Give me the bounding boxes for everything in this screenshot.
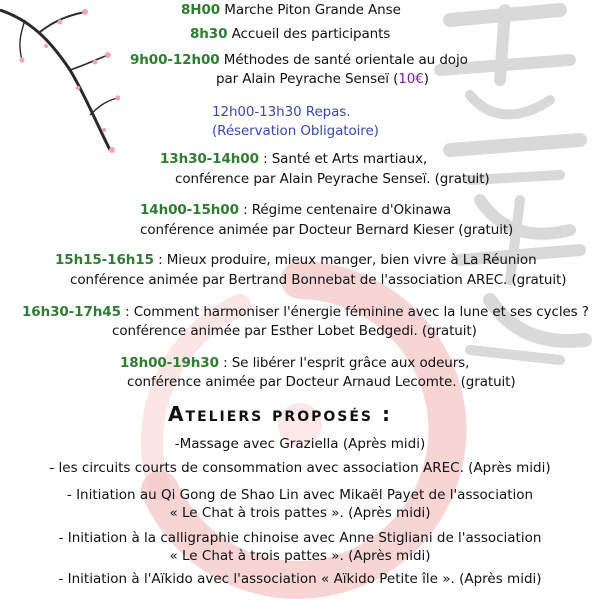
- workshop-item: - Initiation au Qi Gong de Shao Lin avec Mikaël Payet de l'association: [66, 487, 534, 503]
- program-item-welcome: [190, 26, 390, 42]
- program-text: Méthodes de santé orientale au dojo: [223, 52, 468, 68]
- program-text: : Comment harmoniser l'énergie féminine avec la lune et ses cycles ?: [125, 304, 589, 320]
- program-time: 8H00: [181, 2, 221, 18]
- program-time: 13h30-14h00: [160, 151, 259, 167]
- program-time: 14h00-15h00: [140, 202, 239, 218]
- program-item-health-martial-arts-line2: conférence par Alain Peyrache Senseï. (gratuit): [175, 171, 490, 187]
- program-item-okinawa: [140, 202, 451, 218]
- program-text: : Mieux produire, mieux manger, bien vivre à La Réunion: [158, 252, 537, 268]
- program-text: Marche Piton Grande Anse: [224, 2, 401, 18]
- program-time: 16h30-17h45: [22, 304, 121, 320]
- workshop-item: - les circuits courts de consommation avec association AREC. (Après midi): [49, 460, 551, 476]
- program-item-oriental-health-line2: [216, 71, 429, 87]
- price-tag: 10€: [398, 71, 424, 87]
- program-item-scents: [120, 355, 469, 371]
- program-item-scents-line2: conférence animée par Docteur Arnaud Lecomte. (gratuit): [127, 374, 516, 390]
- program-text: : Régime centenaire d'Okinawa: [243, 202, 452, 218]
- program-item-okinawa-line2: conférence animée par Docteur Bernard Kieser (gratuit): [140, 222, 514, 238]
- program-item-lunch-reservation: (Réservation Obligatoire): [212, 123, 379, 139]
- program-time: 9h00-12h00: [130, 52, 220, 68]
- workshop-item-continued: « Le Chat à trois pattes ». (Après midi): [169, 548, 431, 564]
- workshop-item: -Massage avec Graziella (Après midi): [174, 436, 426, 452]
- program-text: : Se libérer l'esprit grâce aux odeurs,: [223, 355, 470, 371]
- program-item-health-martial-arts: [160, 151, 427, 167]
- workshop-item: - Initiation à la calligraphie chinoise avec Anne Stigliani de l'association: [58, 530, 542, 546]
- program-item-feminine-energy: [22, 304, 589, 320]
- program-item-lunch: 12h00-13h30 Repas.: [212, 104, 351, 120]
- program-item-walk: [181, 2, 401, 18]
- program-text: ): [423, 71, 429, 87]
- program-item-reunion: [55, 252, 537, 268]
- program-item-feminine-energy-line2: conférence animée par Esther Lobet Bedgedi. (gratuit): [112, 323, 477, 339]
- program-text: par Alain Peyrache Senseï (: [216, 71, 399, 87]
- workshop-item: - Initiation à l'Aïkido avec l'association « Aïkido Petite île ». (Après midi): [58, 571, 542, 587]
- program-item-reunion-line2: conférence animée par Bertrand Bonnebat de l'association AREC. (gratuit): [70, 272, 567, 288]
- program-time: 18h00-19h30: [120, 355, 219, 371]
- workshop-item-continued: « Le Chat à trois pattes ». (Après midi): [169, 505, 431, 521]
- workshops-title: Ateliers proposés :: [168, 402, 392, 426]
- program-text: : Santé et Arts martiaux,: [263, 151, 428, 167]
- program-time: 8h30: [190, 26, 228, 42]
- program-time: 15h15-16h15: [55, 252, 154, 268]
- cherry-blossom-branch-decoration: [0, 0, 120, 180]
- program-item-oriental-health: [130, 52, 468, 68]
- program-text: Accueil des participants: [231, 26, 391, 42]
